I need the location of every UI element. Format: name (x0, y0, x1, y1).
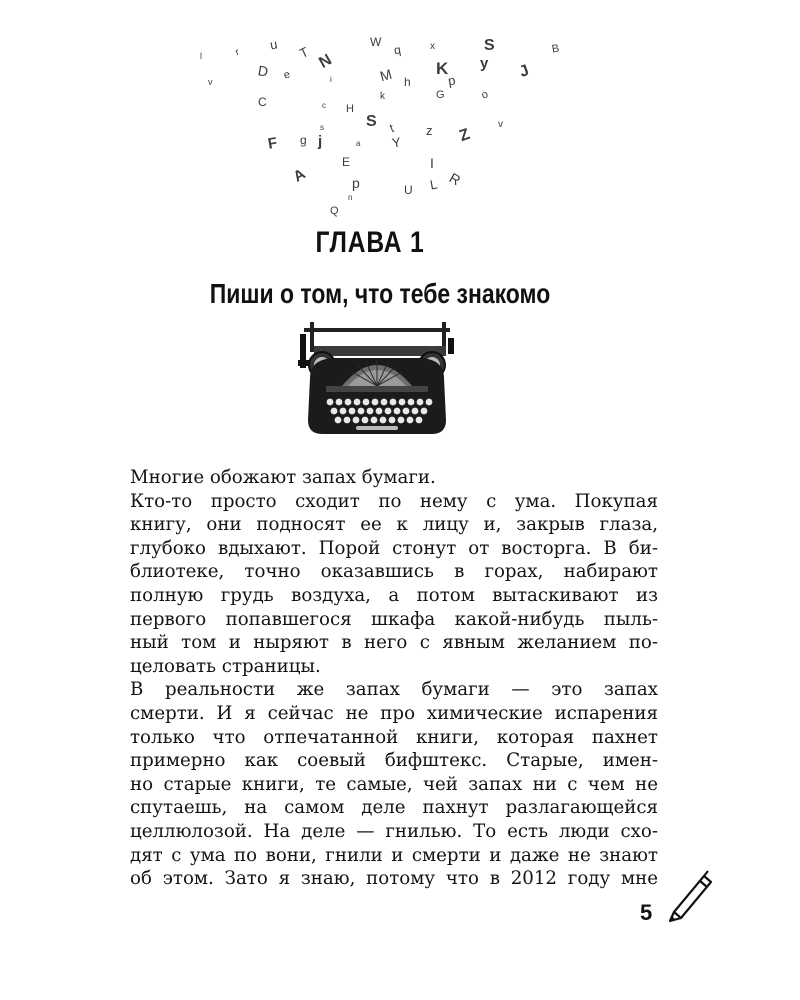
text-line: блиотеке, точно оказавшись в горах, набирают (130, 561, 658, 583)
decor-letter: p (352, 175, 360, 191)
pen-icon (664, 868, 718, 924)
decor-letter: r (234, 46, 241, 59)
decor-letter: W (370, 35, 382, 49)
decor-letter: A (290, 165, 309, 186)
scattered-letters (180, 30, 600, 230)
page-number: 5 (640, 900, 653, 925)
chapter-title: ГЛАВА 1 (315, 226, 425, 259)
decor-letter: K (436, 59, 449, 78)
text-line: дят с ума по вони, гнили и смерти и даже не знают (130, 844, 658, 866)
text-line: целовать страницы. (130, 655, 321, 677)
decor-letter: a (356, 139, 361, 148)
text-line: книгу, они подносят ее к лицу и, закрыв глаза, (130, 514, 658, 536)
decor-letter: v (498, 119, 503, 130)
text-line: примерно как соевый бифштекс. Старые, имен- (130, 750, 658, 772)
decor-letter: Q (330, 205, 339, 217)
text-line: об этом. Зато я знаю, потому что в 2012 году мне (130, 868, 658, 890)
decor-letter: v (208, 77, 213, 87)
decor-letter: Z (457, 125, 473, 146)
decor-letter: M (378, 65, 394, 85)
decor-letter: j (318, 133, 323, 150)
text-line: смерти. И я сейчас не про химические испарения (130, 702, 658, 724)
decor-letter: H (346, 103, 354, 115)
decor-letter: E (342, 155, 351, 169)
decor-letter: I (430, 155, 434, 171)
decor-letter: B (550, 42, 561, 56)
decor-letter: c (322, 101, 326, 110)
decor-letter: L (428, 176, 439, 193)
decor-letter: t (387, 120, 396, 136)
decor-letter: k (380, 91, 385, 102)
decor-letter: x (430, 41, 435, 52)
text-line: Многие обожают запах бумаги. (130, 467, 436, 488)
text-line: В реальности же запах бумаги — это запах (130, 679, 658, 701)
text-line: Кто-то просто сходит по нему с ума. Покупая (130, 490, 658, 512)
body-text (130, 466, 658, 891)
typewriter-icon (296, 320, 458, 438)
decor-letter: o (479, 88, 490, 102)
decor-letter: Y (390, 134, 402, 151)
decor-letter: J (517, 62, 532, 82)
decor-letter: C (258, 95, 267, 109)
chapter-subtitle: Пиши о том, что тебе знакомо (209, 278, 551, 309)
decor-letter: i (330, 75, 332, 84)
decor-letter: S (484, 37, 495, 54)
decor-letter: l (200, 51, 202, 61)
decor-letter: e (282, 68, 292, 82)
text-line: первого попавшегося шкафа какой-нибудь пыль- (130, 608, 658, 630)
decor-letter: N (316, 51, 335, 72)
decor-letter: S (366, 113, 377, 130)
decor-letter: R (446, 169, 464, 189)
decor-letter: u (268, 36, 279, 53)
decor-letter: D (256, 62, 270, 80)
decor-letter: q (392, 42, 402, 58)
decor-letter: p (446, 72, 457, 89)
decor-letter: F (266, 134, 279, 153)
text-line: полную грудь воздуха, а потом вытаскивают из (130, 584, 658, 606)
decor-letter: s (320, 123, 324, 132)
decor-letter: y (480, 55, 489, 72)
text-line: но старые книги, те самые, чей запах ни с чем не (130, 773, 658, 795)
text-line: ный том и ныряют в него с явным желанием по- (130, 632, 658, 654)
decor-letter: h (404, 75, 411, 89)
text-line: спутаешь, на самом деле пахнут разлагающейся (130, 797, 658, 819)
decor-letter: U (404, 183, 413, 197)
decor-letter: g (300, 133, 307, 147)
text-line: только что отпечатанной книги, которая пахнет (130, 726, 658, 748)
text-line: глубоко вдыхают. Порой стонут от восторга. В би- (130, 537, 658, 559)
decor-letter: G (436, 89, 445, 101)
decor-letter: T (297, 44, 311, 61)
decor-letter: z (426, 123, 433, 138)
decor-letter: n (348, 193, 353, 202)
text-line: целлюлозой. На деле — гнилью. То есть люди схо- (130, 820, 658, 842)
